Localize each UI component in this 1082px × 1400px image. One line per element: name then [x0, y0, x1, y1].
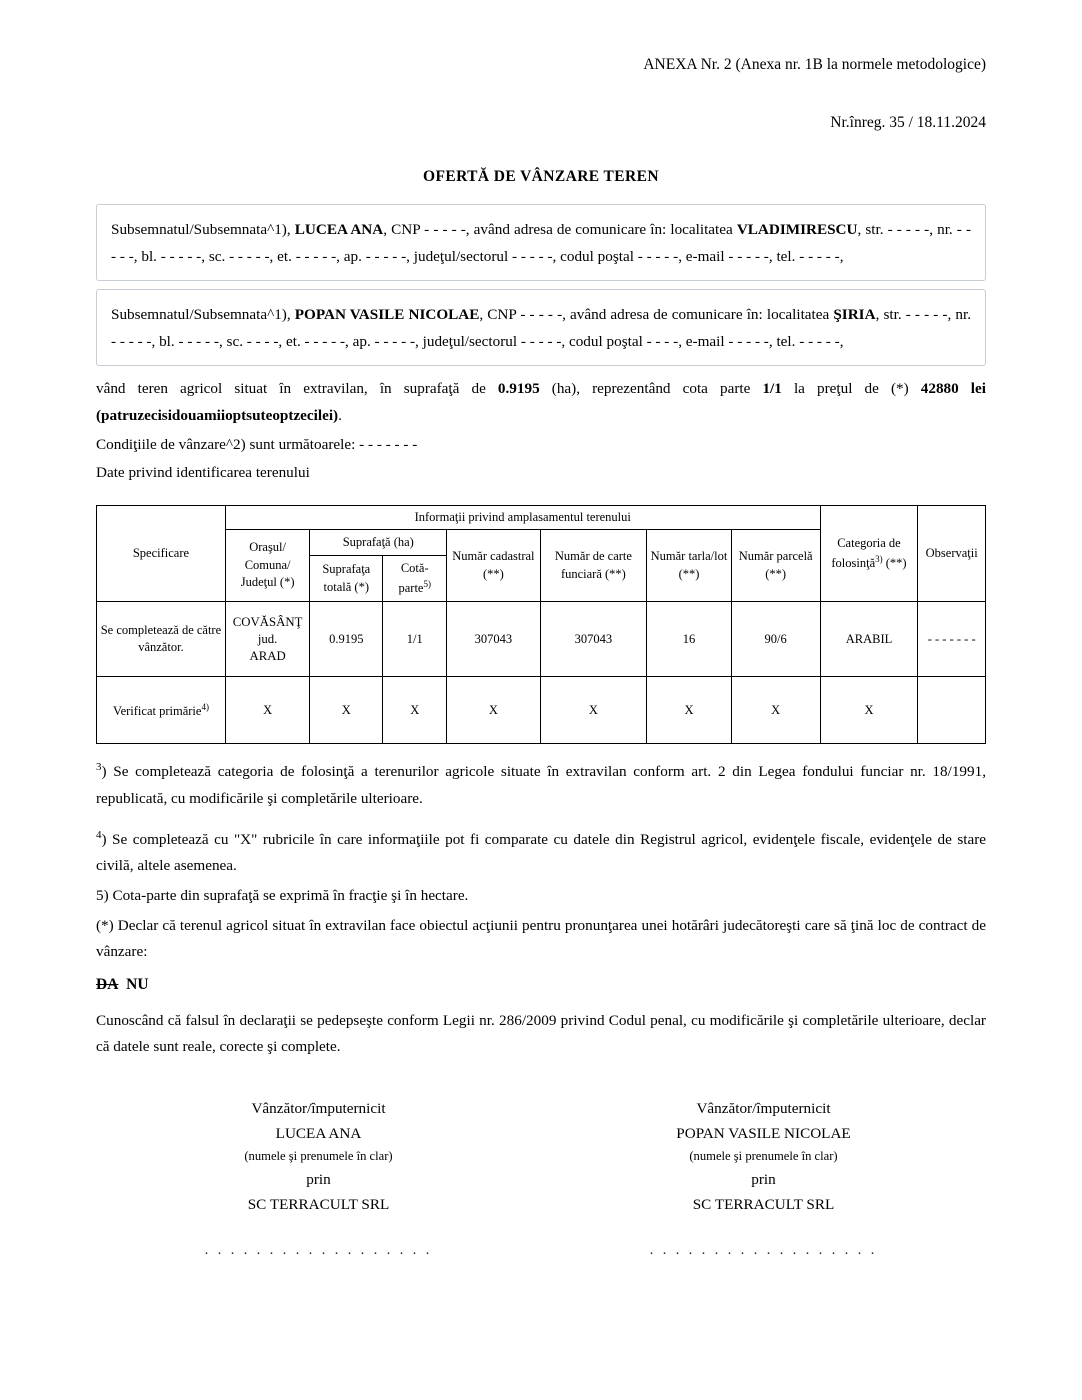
- sig-1-company: SC TERRACULT SRL: [247, 1195, 390, 1213]
- land-details-table: [96, 505, 986, 745]
- cell-numar-carte-funciara: 307043: [540, 602, 647, 677]
- party-2-prefix: Subsemnatul/Subsemnata^1),: [111, 306, 295, 324]
- col-specificare: Specificare: [97, 505, 226, 602]
- party-1-rest: , str. - - - - -, nr. - - - - -, bl. - - - - -, sc. - - - - -, et. - - - - -, ap. - - - - -, judeţul/sectorul - - - - -, codul poştal - - - - -, e-mail - - - - -, tel. - - - - -,: [111, 221, 972, 265]
- table-row: [97, 677, 986, 744]
- note-4-text: ) Se completează cu "X" rubricile în care informaţiile pot fi comparate cu datele din Registrul agricol, evidenţele fiscale, evidenţele de stare civilă, altele asemenea.: [96, 830, 986, 874]
- party-1-prefix: Subsemnatul/Subsemnata^1),: [111, 221, 295, 238]
- cell-verified-observatii: [918, 677, 986, 744]
- offer-price-words: (patruzecisidouamiioptsuteoptzecilei): [96, 406, 339, 424]
- offer-price: 42880 lei: [920, 380, 986, 398]
- cell-verified-suprafata: X: [310, 677, 383, 744]
- sale-conditions-value: - - - - - - -: [359, 435, 418, 453]
- cell-verified-categorie: X: [820, 677, 918, 744]
- party-2-rest: , str. - - - - -, nr. - - - - -, bl. - - - - -, sc. - - - -, et. - - - - -, ap. - - - - -, judeţul/sectorul - - - - -, codul poştal - - - -, e-mail - - - - -, tel. - - - - -,: [111, 306, 971, 350]
- signature-block-2: [541, 1096, 986, 1262]
- note-star: (*) Declar că terenul agricol situat în extravilan face obiectul acţiunii pentru pronunţarea unei hotărâri judecătoreşti care să ţină loc de contract de vânzare:: [96, 917, 986, 961]
- col-numar-parcela: Număr parcelă (**): [731, 529, 820, 602]
- note-3-text: ) Se completează categoria de folosinţă a terenurilor agricole situate în extravilan conform art. 2 din Legea fondului funciar nr. 18/1991, republicată, cu modificările şi completările ulterioare.: [96, 763, 986, 807]
- party-block-2: [96, 289, 986, 366]
- row-verified-sup: 4): [201, 701, 209, 712]
- offer-statement: [96, 376, 986, 429]
- cell-numar-tarla: 16: [647, 602, 731, 677]
- cell-localitate-line1: COVĂSÂNŢ: [232, 614, 303, 629]
- note-4: [96, 826, 986, 879]
- col-cota-parte-text: Cotă-parte: [398, 561, 429, 595]
- cell-observatii: - - - - - - -: [918, 602, 986, 677]
- sig-1-hint: (numele şi prenumele în clar): [244, 1148, 393, 1163]
- cell-categorie-folosinta: ARABIL: [820, 602, 918, 677]
- cell-localitate-line2: jud.: [257, 631, 278, 646]
- cell-verified-carte: X: [540, 677, 647, 744]
- cell-verified-cota: X: [383, 677, 447, 744]
- offer-share: 1/1: [762, 380, 782, 398]
- offer-area: 0.9195: [497, 380, 540, 398]
- sig-2-hint: (numele şi prenumele în clar): [689, 1148, 838, 1163]
- option-da[interactable]: DA: [96, 975, 119, 993]
- col-categoria-sup: 3): [875, 553, 883, 564]
- col-categoria-folosinta: [820, 505, 918, 602]
- cell-numar-cadastral: 307043: [447, 602, 540, 677]
- col-categoria-suffix: (**): [882, 555, 907, 570]
- cell-suprafata-totala: 0.9195: [310, 602, 383, 677]
- sig-1-prin: prin: [306, 1170, 331, 1188]
- note-4-sup: 4: [96, 828, 102, 841]
- signature-block-1: [96, 1096, 541, 1262]
- party-block-1: [96, 204, 986, 281]
- da-nu-choice: [96, 976, 986, 994]
- cell-localitate: [225, 602, 309, 677]
- sig-2-role: Vânzător/împuternicit: [696, 1099, 831, 1117]
- sale-conditions: [96, 432, 986, 459]
- note-3-sup: 3: [96, 761, 102, 774]
- table-header-row-1: [97, 505, 986, 529]
- row-verified-label: [97, 677, 226, 744]
- col-numar-carte-funciara: Număr de carte funciară (**): [540, 529, 647, 602]
- col-numar-tarla-lot: Număr tarla/lot (**): [647, 529, 731, 602]
- party-1-mid: , CNP - - - - -, având adresa de comunicare în: localitatea: [383, 221, 737, 238]
- sig-2-name: POPAN VASILE NICOLAE: [676, 1124, 851, 1142]
- sig-2-line: . . . . . . . . . . . . . . . . . .: [649, 1242, 878, 1258]
- sig-2-company: SC TERRACULT SRL: [692, 1195, 835, 1213]
- offer-period: .: [338, 406, 342, 424]
- sale-conditions-label: Condiţiile de vânzare^2) sunt următoarele:: [96, 435, 360, 453]
- signature-area: [96, 1096, 986, 1262]
- cell-numar-parcela: 90/6: [731, 602, 820, 677]
- identification-label: Date privind identificarea terenului: [96, 464, 310, 482]
- col-observatii: Observaţii: [918, 505, 986, 602]
- sig-1-name: LUCEA ANA: [275, 1124, 362, 1142]
- cell-cota-parte: 1/1: [383, 602, 447, 677]
- col-cota-parte-sup: 5): [423, 578, 431, 589]
- sig-1-line: . . . . . . . . . . . . . . . . . .: [204, 1242, 433, 1258]
- cell-verified-localitate: X: [225, 677, 309, 744]
- party-1-name: LUCEA ANA: [294, 221, 384, 238]
- sig-1-role: Vânzător/împuternicit: [251, 1099, 386, 1117]
- party-2-name: POPAN VASILE NICOLAE: [294, 306, 480, 324]
- registration-number: Nr.înreg. 35 / 18.11.2024: [830, 114, 986, 131]
- sig-2-prin: prin: [751, 1170, 776, 1188]
- note-5: 5) Cota-parte din suprafaţă se exprimă în fracţie şi în hectare.: [96, 887, 469, 905]
- col-oras-comuna-judet: Oraşul/ Comuna/ Judeţul (*): [225, 529, 309, 602]
- col-cota-parte: [383, 556, 447, 602]
- option-nu[interactable]: NU: [126, 975, 149, 993]
- col-categoria-text: Categoria de folosinţă: [831, 536, 901, 570]
- cell-verified-parcela: X: [731, 677, 820, 744]
- page-title: OFERTĂ DE VÂNZARE TEREN: [423, 168, 659, 185]
- table-row: [97, 602, 986, 677]
- note-3: [96, 758, 986, 811]
- offer-line-c: la preţul de (*): [781, 380, 921, 398]
- anexa-reference: ANEXA Nr. 2 (Anexa nr. 1B la normele metodologice): [643, 56, 986, 73]
- offer-line-a: vând teren agricol situat în extravilan, în suprafaţă de: [96, 380, 498, 398]
- cell-verified-cadastral: X: [447, 677, 540, 744]
- party-2-locality: ŞIRIA: [833, 306, 876, 324]
- group-amplasament: Informaţii privind amplasamentul terenului: [225, 505, 820, 529]
- offer-line-b: (ha), reprezentând cota parte: [539, 380, 763, 398]
- party-2-mid: , CNP - - - - -, având adresa de comunicare în: localitatea: [479, 306, 834, 324]
- row-verified-text: Verificat primărie: [112, 703, 202, 718]
- note-final: Cunoscând că falsul în declaraţii se pedepseşte conform Legii nr. 286/2009 privind Codul penal, cu modificările şi completările ulterioare, declar că datele sunt reale, corecte şi complete.: [96, 1011, 986, 1055]
- cell-localitate-line3: ARAD: [249, 649, 286, 664]
- cell-verified-tarla: X: [647, 677, 731, 744]
- row-seller-label: Se completează de către vânzător.: [97, 602, 226, 677]
- party-1-locality: VLADIMIRESCU: [736, 221, 858, 238]
- group-suprafata: Suprafaţă (ha): [310, 529, 447, 556]
- col-suprafata-totala: Suprafaţa totală (*): [310, 556, 383, 602]
- col-numar-cadastral: Număr cadastral (**): [447, 529, 540, 602]
